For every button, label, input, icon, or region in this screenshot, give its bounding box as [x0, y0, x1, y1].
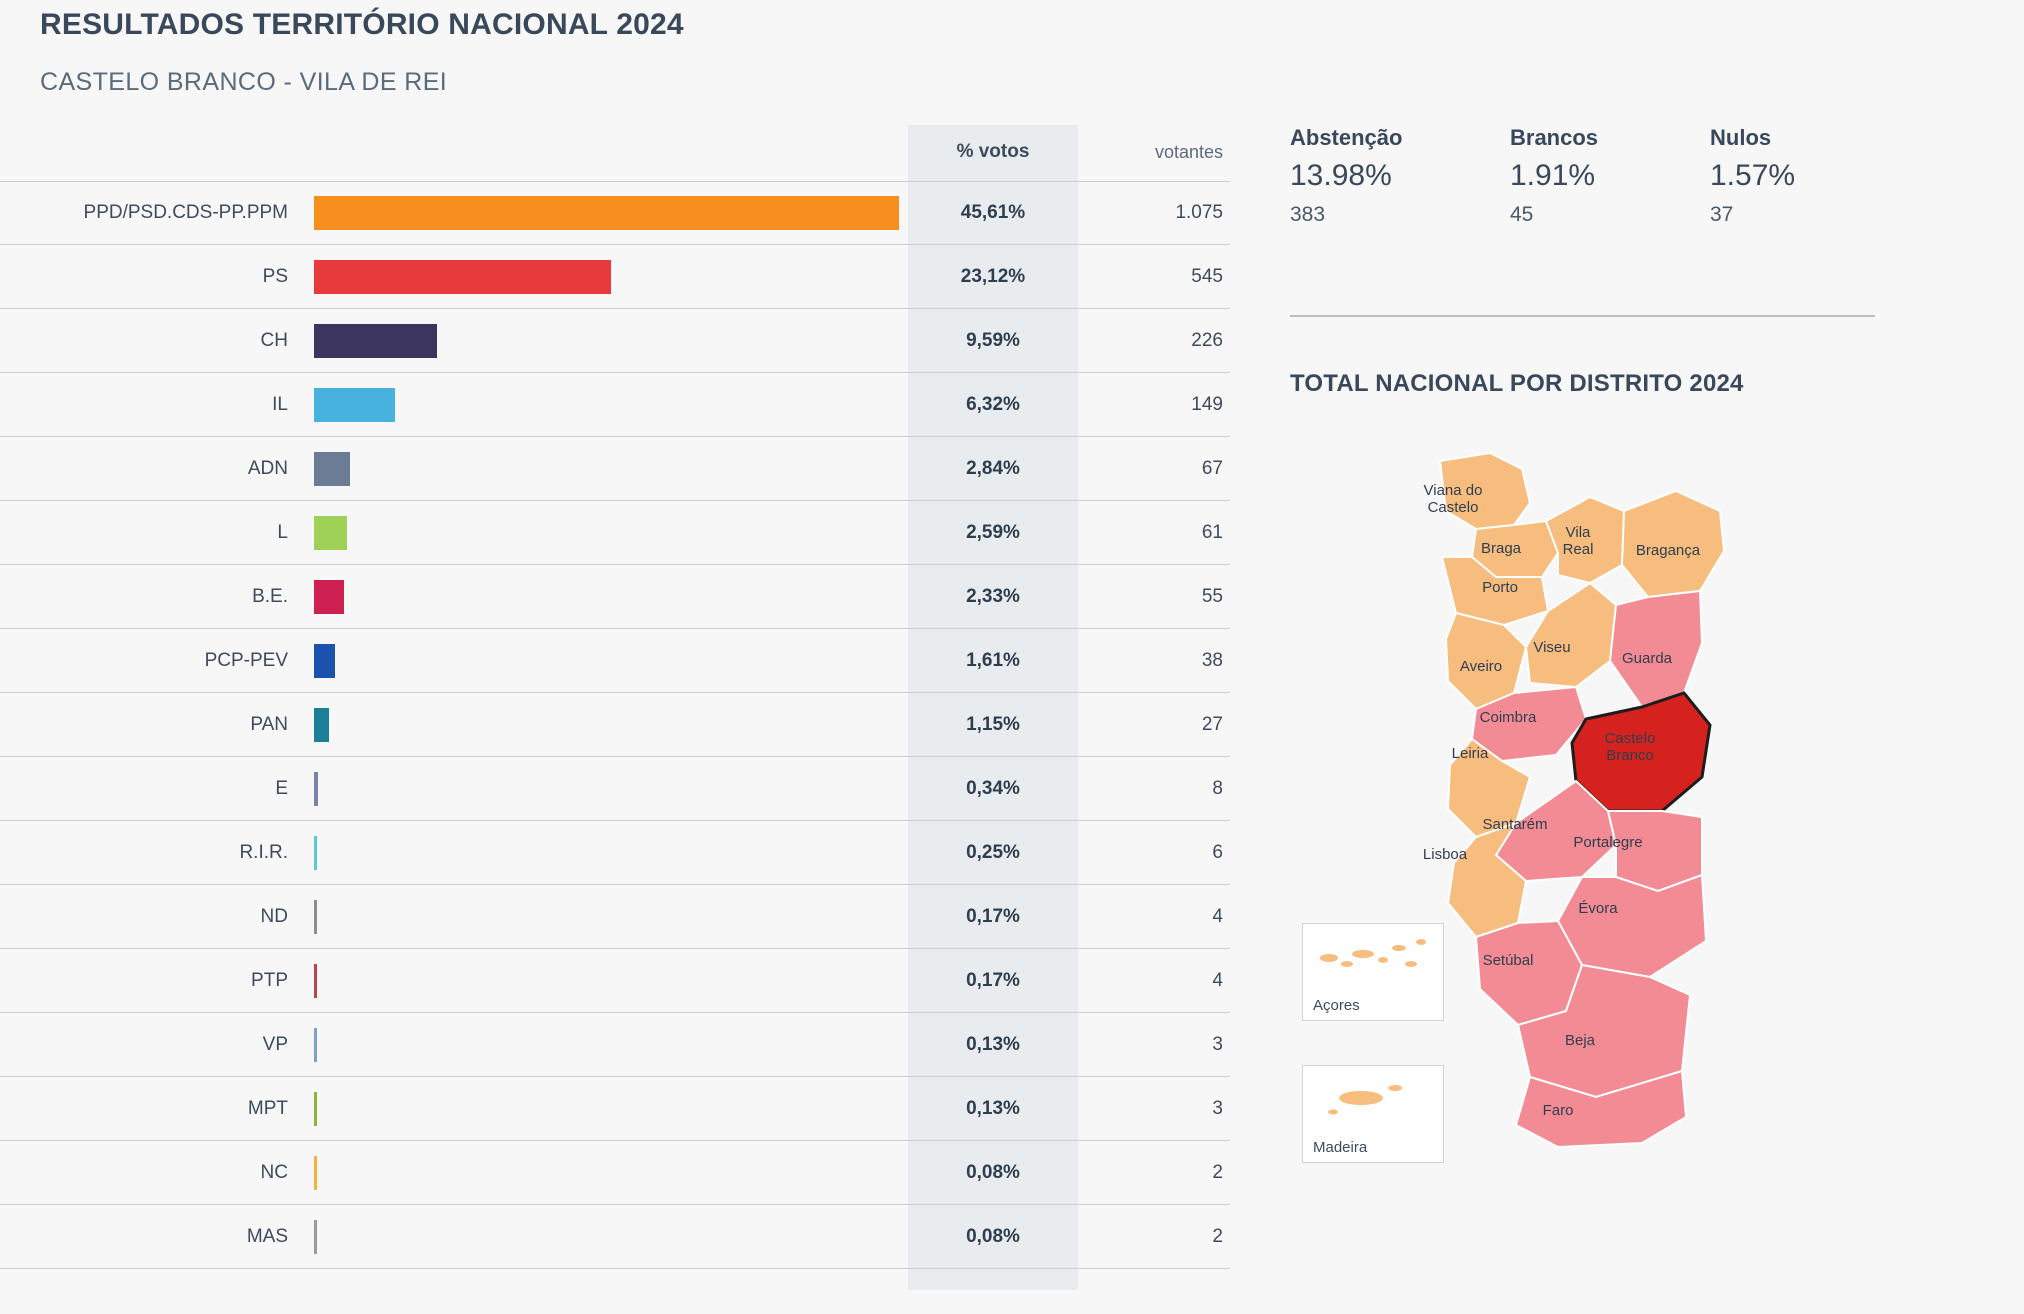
map-district-label: Viseu	[1533, 639, 1571, 656]
table-row[interactable]	[0, 245, 1230, 309]
bar-track	[314, 693, 908, 756]
stat-nulos	[1710, 125, 1795, 227]
bar-track	[314, 629, 908, 692]
bar-track	[314, 245, 908, 308]
party-percent: 2,33%	[966, 585, 1020, 607]
map-title: TOTAL NACIONAL POR DISTRITO 2024	[1290, 370, 1744, 397]
map-district-label: Bragança	[1635, 542, 1701, 559]
party-votes: 38	[1201, 649, 1223, 671]
map-district-label: Setúbal	[1482, 952, 1534, 969]
table-row[interactable]	[0, 885, 1230, 949]
bar-track	[314, 182, 908, 244]
party-percent: 0,13%	[966, 1097, 1020, 1119]
table-row[interactable]	[0, 1141, 1230, 1205]
party-label: PCP-PEV	[204, 649, 288, 671]
right-panel	[1290, 125, 1990, 1156]
inset-acores[interactable]	[1302, 923, 1444, 1021]
party-bar	[314, 260, 611, 294]
bar-track	[314, 949, 908, 1012]
stat-label: Nulos	[1710, 125, 1772, 150]
table-row[interactable]	[0, 1205, 1230, 1269]
bar-track	[314, 373, 908, 436]
table-row[interactable]	[0, 821, 1230, 885]
party-label: PTP	[251, 969, 288, 991]
stat-count: 383	[1290, 203, 1326, 226]
party-bar	[314, 1092, 317, 1126]
madeira-islands	[1303, 1066, 1443, 1132]
party-bar	[314, 196, 899, 230]
party-label: R.I.R.	[239, 841, 288, 863]
map-district-label: Leiria	[1451, 745, 1489, 762]
party-label: ADN	[247, 457, 288, 479]
party-votes: 4	[1212, 969, 1223, 991]
party-label: E	[275, 777, 288, 799]
party-label: IL	[272, 393, 288, 415]
inset-caption: Madeira	[1313, 1139, 1368, 1156]
party-percent: 2,59%	[966, 521, 1020, 543]
party-bar	[314, 772, 318, 806]
stat-abstencao	[1290, 125, 1402, 227]
bar-track	[314, 1077, 908, 1140]
stat-brancos	[1510, 125, 1598, 227]
party-percent: 6,32%	[966, 393, 1020, 415]
party-bar	[314, 644, 335, 678]
party-bar	[314, 388, 395, 422]
bar-track	[314, 1141, 908, 1204]
bar-track	[314, 309, 908, 372]
party-bar	[314, 836, 317, 870]
party-percent: 0,17%	[966, 969, 1020, 991]
table-row[interactable]	[0, 949, 1230, 1013]
stat-count: 45	[1510, 203, 1534, 226]
map-district-label: Beja	[1564, 1032, 1596, 1049]
party-votes: 1.075	[1175, 202, 1223, 223]
table-row[interactable]	[0, 1077, 1230, 1141]
party-votes: 3	[1212, 1033, 1223, 1055]
party-votes: 545	[1191, 265, 1223, 287]
map-district-label: Guarda	[1621, 650, 1673, 667]
party-percent: 0,25%	[966, 841, 1020, 863]
map-district-label: Braga	[1480, 540, 1522, 557]
party-percent: 0,17%	[966, 905, 1020, 927]
page-subtitle: CASTELO BRANCO - VILA DE REI	[40, 68, 448, 96]
party-bar	[314, 580, 344, 614]
party-label: PPD/PSD.CDS-PP.PPM	[83, 202, 288, 223]
party-percent: 0,08%	[966, 1225, 1020, 1247]
party-percent: 1,61%	[966, 649, 1020, 671]
party-bar	[314, 452, 350, 486]
party-votes: 2	[1212, 1225, 1223, 1247]
results-table	[0, 125, 1230, 1269]
page-title: RESULTADOS TERRITÓRIO NACIONAL 2024	[40, 8, 684, 41]
party-bar	[314, 708, 329, 742]
district-guarda[interactable]	[1610, 591, 1702, 707]
stat-label: Abstenção	[1290, 125, 1403, 150]
map-district-label: Lisboa	[1422, 846, 1468, 863]
bar-track	[314, 501, 908, 564]
map-district-label: Vila Real	[1562, 524, 1594, 558]
party-percent: 0,34%	[966, 777, 1020, 799]
stat-count: 37	[1710, 203, 1734, 226]
party-bar	[314, 900, 317, 934]
party-percent: 45,61%	[960, 202, 1026, 223]
table-row[interactable]	[0, 565, 1230, 629]
column-header-percent: % votos	[956, 141, 1030, 162]
party-label: PAN	[250, 713, 288, 735]
party-votes: 2	[1212, 1161, 1223, 1183]
acores-islands	[1303, 924, 1443, 990]
party-bar	[314, 1220, 317, 1254]
party-label: VP	[262, 1033, 288, 1055]
party-votes: 4	[1212, 905, 1223, 927]
party-label: PS	[262, 265, 288, 287]
table-row[interactable]	[0, 437, 1230, 501]
map-district-label: Aveiro	[1459, 658, 1503, 675]
stat-label: Brancos	[1510, 125, 1599, 150]
party-votes: 149	[1191, 393, 1223, 415]
bar-track	[314, 1013, 908, 1076]
map-district-label: Portalegre	[1573, 834, 1643, 851]
party-percent: 0,13%	[966, 1033, 1020, 1055]
party-bar	[314, 1156, 317, 1190]
party-label: NC	[260, 1161, 288, 1183]
bar-track	[314, 565, 908, 628]
table-row[interactable]	[0, 181, 1230, 245]
stat-percent: 1.91%	[1510, 159, 1596, 192]
party-bar	[314, 516, 347, 550]
table-row[interactable]	[0, 501, 1230, 565]
stat-percent: 13.98%	[1290, 159, 1392, 192]
party-votes: 226	[1191, 329, 1223, 351]
party-bar	[314, 964, 317, 998]
party-label: B.E.	[252, 585, 288, 607]
party-percent: 9,59%	[966, 329, 1020, 351]
bar-track	[314, 885, 908, 948]
table-row[interactable]	[0, 693, 1230, 757]
column-header-votes: votantes	[1154, 142, 1223, 162]
party-votes: 6	[1212, 841, 1223, 863]
section-divider	[1290, 315, 1875, 317]
party-percent: 1,15%	[966, 713, 1020, 735]
bar-track	[314, 821, 908, 884]
bar-track	[314, 437, 908, 500]
inset-madeira[interactable]	[1302, 1065, 1444, 1163]
party-label: MPT	[247, 1097, 288, 1119]
party-percent: 2,84%	[966, 457, 1020, 479]
map-district-label: Santarém	[1482, 816, 1548, 833]
table-row[interactable]	[0, 373, 1230, 437]
party-bar	[314, 1028, 317, 1062]
map-district-label: Viana do Castelo	[1423, 482, 1483, 516]
map-district-label: Porto	[1482, 579, 1518, 596]
summary-stats	[1290, 125, 1990, 265]
party-percent: 23,12%	[960, 265, 1026, 287]
party-votes: 27	[1201, 713, 1223, 735]
party-votes: 55	[1201, 585, 1223, 607]
table-header	[0, 125, 1230, 181]
stat-percent: 1.57%	[1710, 159, 1796, 192]
table-row[interactable]	[0, 629, 1230, 693]
bar-track	[314, 1205, 908, 1268]
portugal-map[interactable]	[1290, 425, 1990, 1314]
party-label: CH	[260, 329, 288, 351]
party-votes: 3	[1212, 1097, 1223, 1119]
table-row[interactable]	[0, 309, 1230, 373]
party-votes: 61	[1201, 521, 1223, 543]
table-rows	[0, 181, 1230, 1269]
table-row[interactable]	[0, 1013, 1230, 1077]
table-row[interactable]	[0, 757, 1230, 821]
party-label: ND	[260, 905, 288, 927]
party-votes: 67	[1201, 457, 1223, 479]
party-bar	[314, 324, 437, 358]
party-percent: 0,08%	[966, 1161, 1020, 1183]
map-district-label: Coimbra	[1479, 709, 1537, 726]
party-votes: 8	[1212, 777, 1223, 799]
map-district-label: Évora	[1578, 900, 1618, 917]
party-label: MAS	[246, 1225, 288, 1247]
map-district-label: Faro	[1542, 1102, 1574, 1119]
inset-caption: Açores	[1313, 997, 1360, 1014]
party-label: L	[277, 521, 288, 543]
bar-track	[314, 757, 908, 820]
map-district-label: Castelo Branco	[1604, 730, 1656, 764]
